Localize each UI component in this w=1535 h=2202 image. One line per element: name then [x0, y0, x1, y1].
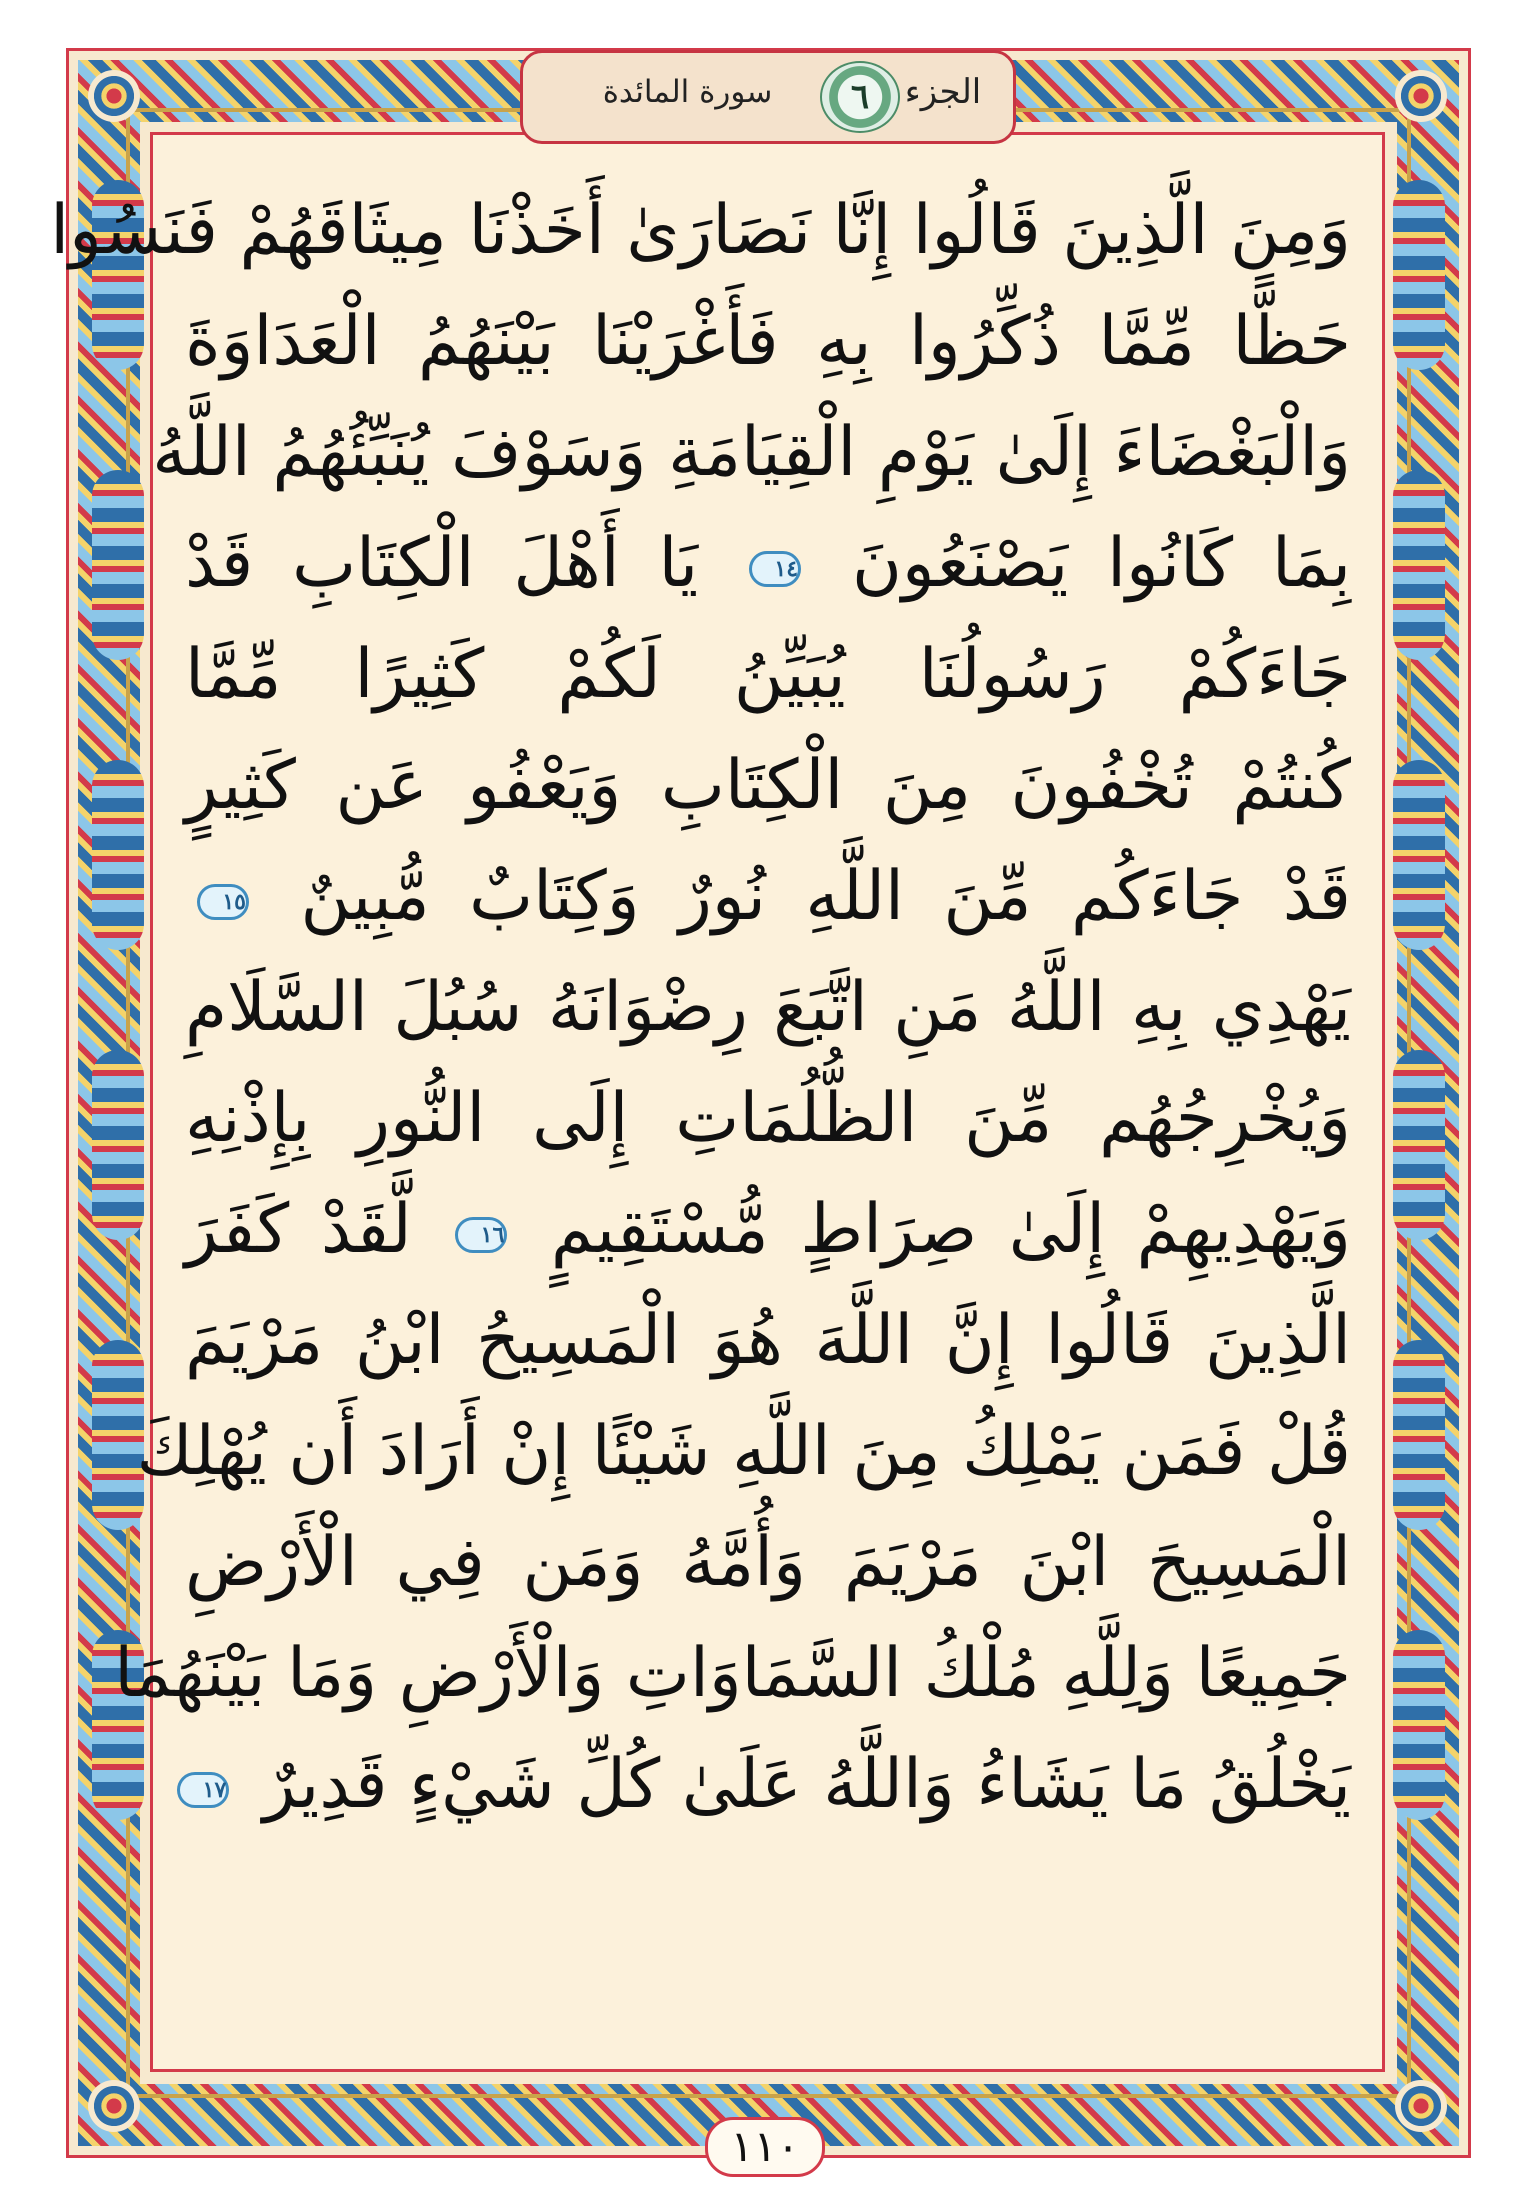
quran-line-4: بِمَا كَانُوا يَصْنَعُونَ ١٤ يَا أَهْلَ الْكِتَابِ قَدْ — [185, 524, 1352, 603]
side-ornament-icon — [1393, 760, 1445, 950]
surah-name: سورة المائدة — [602, 74, 773, 110]
quran-line-12: قُلْ فَمَن يَمْلِكُ مِنَ اللَّهِ شَيْئًا إِنْ أَرَادَ أَن يُهْلِكَ — [136, 1412, 1351, 1491]
corner-ornament-icon — [88, 70, 140, 122]
side-ornament-icon — [1393, 1630, 1445, 1820]
side-ornament-icon — [92, 760, 144, 950]
corner-ornament-icon — [1395, 2080, 1447, 2132]
quran-line-8: يَهْدِي بِهِ اللَّهُ مَنِ اتَّبَعَ رِضْوَانَهُ سُبُلَ السَّلَامِ — [185, 968, 1351, 1047]
ayah-number-16: ١٦ — [455, 1217, 507, 1253]
corner-ornament-icon — [88, 2080, 140, 2132]
corner-ornament-icon — [1395, 70, 1447, 122]
quran-line-15: يَخْلُقُ مَا يَشَاءُ وَاللَّهُ عَلَىٰ كُلِّ شَيْءٍ قَدِيرٌ ١٧ — [185, 1739, 1351, 1831]
page-number: ١١٠ — [705, 2117, 825, 2177]
quran-line-6: كُنتُمْ تُخْفُونَ مِنَ الْكِتَابِ وَيَعْفُو عَن كَثِيرٍ — [185, 746, 1351, 825]
quran-line-9: وَيُخْرِجُهُم مِّنَ الظُّلُمَاتِ إِلَى النُّورِ بِإِذْنِهِ — [185, 1079, 1351, 1158]
quran-line-5: جَاءَكُمْ رَسُولُنَا يُبَيِّنُ لَكُمْ كَثِيرًا مِّمَّا — [185, 635, 1351, 714]
side-ornament-icon — [92, 470, 144, 660]
ayah-number-17: ١٧ — [177, 1772, 229, 1808]
juz-label: الجزء — [904, 72, 982, 112]
side-ornament-icon — [92, 1050, 144, 1240]
side-ornament-icon — [1393, 1050, 1445, 1240]
ayah-number-14: ١٤ — [749, 551, 801, 587]
quran-line-2: حَظًّا مِّمَّا ذُكِّرُوا بِهِ فَأَغْرَيْنَا بَيْنَهُمُ الْعَدَاوَةَ — [185, 302, 1351, 381]
quran-line-7: قَدْ جَاءَكُم مِّنَ اللَّهِ نُورٌ وَكِتَابٌ مُّبِينٌ ١٥ — [185, 851, 1351, 943]
side-ornament-icon — [1393, 470, 1445, 660]
quran-line-1: وَمِنَ الَّذِينَ قَالُوا إِنَّا نَصَارَىٰ أَخَذْنَا مِيثَاقَهُمْ فَنَسُوا — [50, 191, 1351, 270]
quran-line-14: جَمِيعًا وَلِلَّهِ مُلْكُ السَّمَاوَاتِ وَالْأَرْضِ وَمَا بَيْنَهُمَا — [114, 1634, 1351, 1713]
quran-line-3: وَالْبَغْضَاءَ إِلَىٰ يَوْمِ الْقِيَامَةِ وَسَوْفَ يُنَبِّئُهُمُ اللَّهُ — [152, 413, 1351, 492]
quran-line-11: الَّذِينَ قَالُوا إِنَّ اللَّهَ هُوَ الْمَسِيحُ ابْنُ مَرْيَمَ — [185, 1301, 1351, 1380]
quran-line-13: الْمَسِيحَ ابْنَ مَرْيَمَ وَأُمَّهُ وَمَن فِي الْأَرْضِ — [185, 1523, 1351, 1602]
side-ornament-icon — [1393, 1340, 1445, 1530]
quran-line-10: وَيَهْدِيهِمْ إِلَىٰ صِرَاطٍ مُّسْتَقِيمٍ ١٦ لَّقَدْ كَفَرَ — [185, 1190, 1351, 1269]
juz-number-medallion: ٦ — [820, 61, 900, 133]
side-ornament-icon — [1393, 180, 1445, 370]
ayah-number-15: ١٥ — [197, 884, 249, 920]
